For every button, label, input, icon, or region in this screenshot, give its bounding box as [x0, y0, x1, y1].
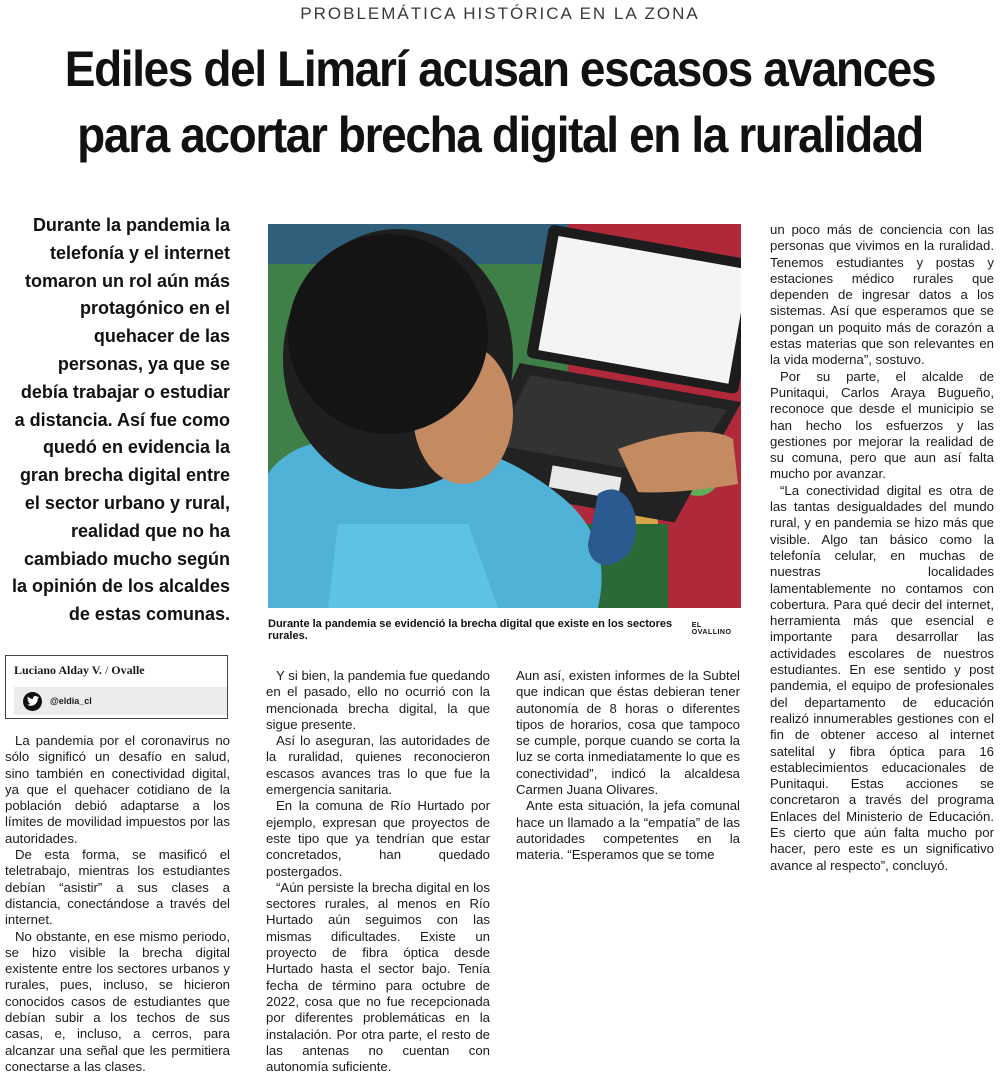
headline-line-1: Ediles del Limarí acusan escasos avances [64, 41, 936, 97]
paragraph: Así lo aseguran, las autoridades de la ruralidad, quienes reconocieron escasos avances tras lo que fue la emergencia sanitaria. [266, 733, 490, 798]
lead-paragraph: Durante la pandemia la telefonía y el internet tomaron un rol aún más protagónico en el quehacer de las personas, ya que se debía trabajar o estudiar a distancia. Así fue como quedó en evidencia la gran brecha digital entre el sector urbano y rural, realidad que no ha cambiado mucho según la opinión de los alcaldes de estas comunas. [11, 215, 230, 625]
paragraph: Aun así, existen informes de la Subtel que indican que éstas debieran tener autonomía de 8 horas o diferentes tipos de horarios, cosa que tampoco se cumple, porque cuando se corta la luz se corta inmediatamente lo que es conectividad”, indicó la alcaldesa Carmen Juana Olivares. [516, 668, 740, 798]
author-name: Luciano Alday V. [14, 663, 102, 677]
body-column-2 [266, 668, 490, 1075]
paragraph: La pandemia por el coronavirus no sólo significó un desafío en salud, sino también en conectividad digital, ya que el quehacer cotidiano de la población debió adaptarse a los límites de movilidad impuestos por las autoridades. [5, 733, 230, 846]
section-kicker: PROBLEMÁTICA HISTÓRICA EN LA ZONA [300, 4, 700, 23]
twitter-handle[interactable]: @eldia_cl [50, 696, 92, 706]
paragraph: “La conectividad digital es otra de las tantas desigualdades del mundo rural, y en pandemia se hizo más que visible. Algo tan básico como la telefonía celular, en muchas de nuestras localidades lamentablemente no contamos con cobertura. Para qué decir del internet, herramienta más que esencial e importante para desarrollar las actividades escolares de nuestros estudiantes. En ese sentido y post pandemia, el equipo de profesionales del departamento de educación realizó innumerables gestiones con el fin de obtener acceso al internet satelital y fibra óptica para 16 establecimientos educacionales de Punitaqui. Estas acciones se concretaron a través del programa Enlaces del Ministerio de Educación. Es cierto que aún falta mucho por hacer, pero este es un significativo avance al respecto”, concluyó. [770, 482, 994, 873]
paragraph: No obstante, en ese mismo periodo, se hizo visible la brecha digital existente entre los sectores urbanos y rurales, pues, incluso, se hicieron conocidos casos de estudiantes que debían subir a los techos de sus casas, e, incluso, a cerros, para alcanzar una señal que les permitiera conectarse a las clases. [5, 928, 230, 1074]
twitter-bird-icon [23, 692, 42, 711]
byline-location: Ovalle [111, 663, 145, 677]
photo-caption: Durante la pandemia se evidenció la brecha digital que existe en los sectores rurales. [268, 618, 673, 642]
byline-box [5, 655, 228, 719]
photo-credit: EL OVALLINO [691, 622, 732, 636]
photo-caption-row [268, 618, 741, 642]
body-column-4 [770, 222, 994, 874]
paragraph: Por su parte, el alcalde de Punitaqui, Carlos Araya Bugueño, reconoce que desde el municipio se han hecho los esfuerzos y las gestiones por mejorar la realidad de su comuna, pero que aun así falta mucho por avanzar. [770, 368, 994, 482]
paragraph: “Aún persiste la brecha digital en los sectores rurales, al menos en Río Hurtado aún seguimos con las mismas dificultades. Existe un proyecto de fibra óptica desde Hurtado hasta el sector bajo. Tenía fecha de término para octubre de 2022, cosa que no fue recepcionada por diferentes problemáticas en la instalación. Por otra parte, el resto de las antenas no cuentan con autonomía suficiente. [266, 879, 490, 1075]
paragraph: Y si bien, la pandemia fue quedando en el pasado, ello no ocurrió con la mencionada brecha digital, la que sigue presente. [266, 668, 490, 732]
byline [14, 663, 145, 678]
paragraph: De esta forma, se masificó el teletrabajo, mientras los estudiantes debían “asistir” a sus clases a distancia, conectándose a través del internet. [5, 847, 230, 928]
headline-line-2: para acortar brecha digital en la ruralidad [77, 107, 923, 163]
paragraph: un poco más de conciencia con las personas que vivimos en la ruralidad. Tenemos estudiantes y postas y estaciones médico rurales que dependen de ingresar datos a los sistemas. Así que esperamos que se pongan un poquito más de corazón a estas materias que son relevantes en la vida moderna”, sostuvo. [770, 222, 994, 368]
twitter-row [14, 687, 227, 715]
byline-separator: / [101, 663, 112, 677]
body-column-1 [5, 733, 230, 1075]
paragraph: Ante esta situación, la jefa comunal hace un llamado a la “empatía” de las autoridades competentes en la materia. “Esperamos que se tome [516, 798, 740, 863]
photo-illustration [268, 224, 741, 608]
paragraph: En la comuna de Río Hurtado por ejemplo, expresan que proyectos de este tipo que ya tendrían que estar concretados, han quedado postergados. [266, 798, 490, 879]
body-column-3 [516, 668, 740, 864]
headline [49, 36, 951, 168]
article-photo [268, 224, 741, 608]
